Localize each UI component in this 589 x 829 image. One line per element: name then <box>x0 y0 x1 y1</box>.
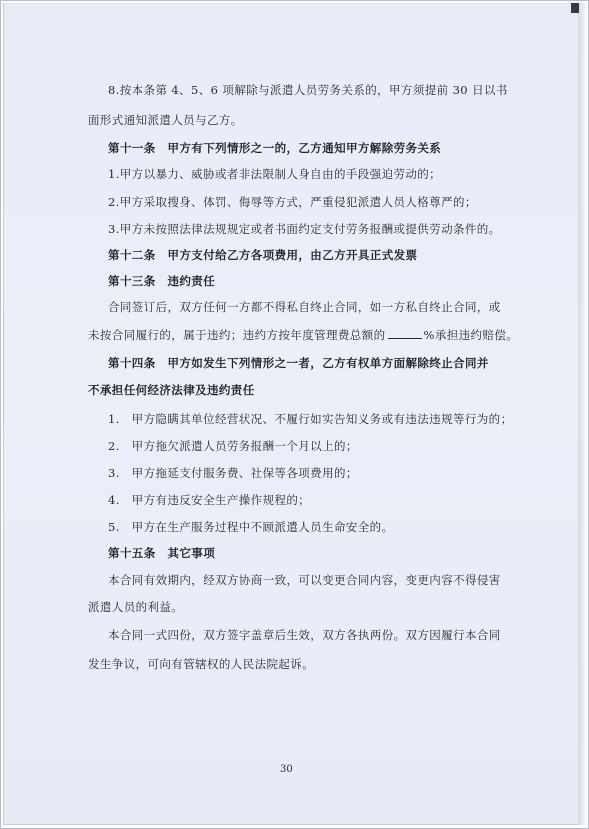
heading-article-12: 第十二条 甲方支付给乙方各项费用，由乙方开具正式发票 <box>108 248 418 262</box>
paragraph-item-8-line2: 面形式通知派遣人员与乙方。 <box>88 113 243 127</box>
paragraph-15a-line1: 本合同有效期内，经双方协商一致，可以变更合同内容，变更内容不得侵害 <box>108 573 501 587</box>
paragraph-15b-line2: 发生争议，可向有管辖权的人民法院起诉。 <box>88 657 315 671</box>
heading-article-14-line1: 第十四条 甲方如发生下列情形之一者，乙方有权单方面解除终止合同并 <box>108 356 489 370</box>
list-item-14-2: 2. 甲方拖欠派遣人员劳务报酬一个月以上的； <box>108 439 358 453</box>
paragraph-13-line2 <box>88 327 518 343</box>
list-item-11-3: 3.甲方未按照法律法规规定或者书面约定支付劳务报酬或提供劳动条件的。 <box>108 222 501 236</box>
heading-article-11: 第十一条 甲方有下列情形之一的，乙方通知甲方解除劳务关系 <box>108 141 442 155</box>
heading-article-15: 第十五条 其它事项 <box>108 546 216 560</box>
paragraph-13-line2-suffix: %承担违约赔偿。 <box>423 328 519 342</box>
paragraph-13-line2-text: 未按合同履行的，属于违约；违约方按年度管理费总额的 <box>88 328 386 342</box>
heading-article-14-line2: 不承担任何经济法律及违约责任 <box>88 383 255 397</box>
paragraph-15b-line1: 本合同一式四份，双方签字盖章后生效，双方各执两份。双方因履行本合同 <box>108 628 501 642</box>
page-number: 30 <box>280 764 293 775</box>
list-item-14-3: 3. 甲方拖延支付服务费、社保等各项费用的； <box>108 466 358 480</box>
blank-field <box>388 328 422 339</box>
page-edge-shadow <box>578 3 586 825</box>
paragraph-item-8-line1: 8.按本条第 4、5、6 项解除与派遣人员劳务关系的，甲方须提前 30 日以书 <box>108 83 508 97</box>
list-item-14-1: 1. 甲方隐瞒其单位经营状况、不履行如实告知义务或有违法违规等行为的； <box>108 412 513 426</box>
paragraph-15a-line2: 派遣人员的利益。 <box>88 600 184 614</box>
list-item-14-4: 4. 甲方有违反安全生产操作规程的； <box>108 493 311 507</box>
heading-article-13: 第十三条 违约责任 <box>108 274 216 288</box>
list-item-11-2: 2.甲方采取搜身、体罚、侮辱等方式，严重侵犯派遣人员人格尊严的； <box>108 195 477 209</box>
paragraph-13-line1: 合同签订后，双方任何一方都不得私自终止合同，如一方私自终止合同，或 <box>108 300 501 314</box>
corner-mark <box>571 3 579 13</box>
list-item-11-1: 1.甲方以暴力、威胁或者非法限制人身自由的手段强迫劳动的； <box>108 167 442 181</box>
list-item-14-5: 5. 甲方在生产服务过程中不顾派遣人员生命安全的。 <box>108 520 394 534</box>
